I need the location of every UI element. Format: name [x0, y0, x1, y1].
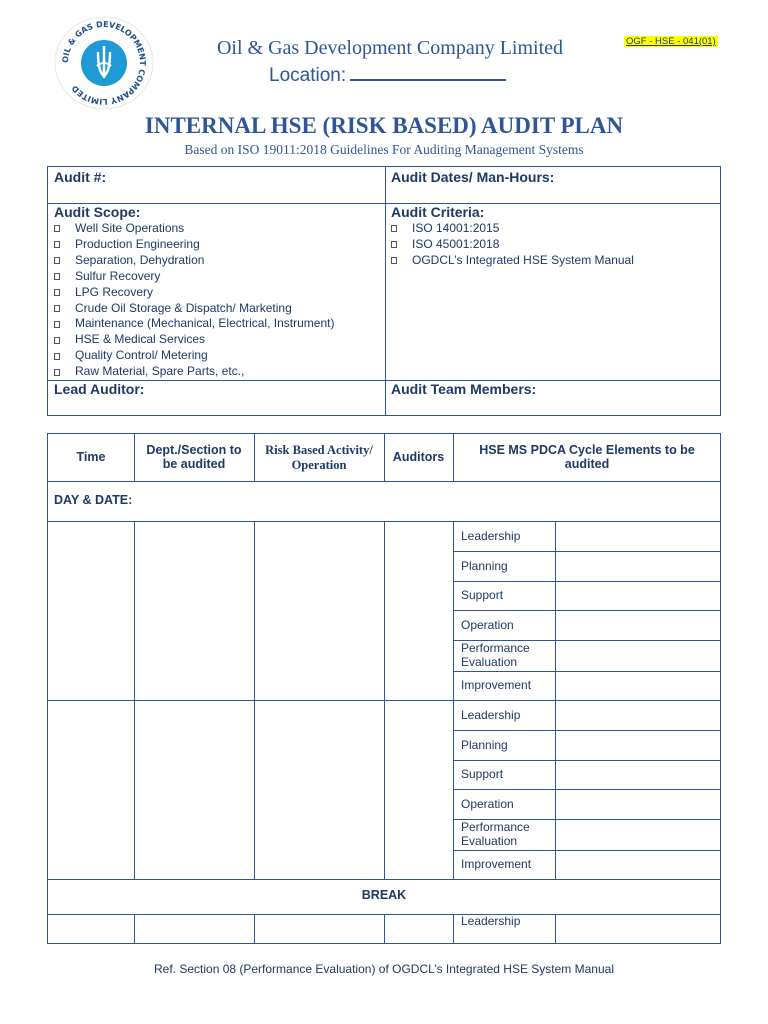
divider — [385, 167, 386, 415]
criteria-item[interactable]: ISO 45001:2018 — [391, 237, 634, 253]
footer-reference: Ref. Section 08 (Performance Evaluation) of OGDCL’s Integrated HSE System Manual — [154, 962, 614, 976]
column-header-auditors: Auditors — [392, 450, 445, 464]
divider — [134, 434, 135, 481]
divider — [555, 914, 556, 943]
scope-item[interactable]: Sulfur Recovery — [54, 269, 334, 285]
divider — [453, 434, 454, 481]
criteria-item[interactable]: ISO 14001:2015 — [391, 221, 634, 237]
pdca-element-label: Support — [461, 767, 504, 781]
checkbox-icon[interactable] — [54, 369, 60, 376]
audit-scope-label: Audit Scope: — [54, 204, 141, 220]
divider — [48, 380, 720, 381]
scope-item[interactable]: Production Engineering — [54, 237, 334, 253]
divider — [384, 914, 385, 943]
pdca-element-label: Operation — [461, 797, 514, 811]
audit-plan-table — [47, 433, 721, 944]
checkbox-icon[interactable] — [391, 225, 397, 232]
location-field[interactable] — [269, 63, 506, 87]
checkbox-icon[interactable] — [54, 273, 60, 280]
audit-scope-list — [54, 221, 334, 380]
lead-auditor-label: Lead Auditor: — [54, 381, 145, 397]
checkbox-icon[interactable] — [54, 305, 60, 312]
divider — [48, 203, 720, 204]
audit-number-label: Audit #: — [54, 169, 107, 185]
divider — [453, 610, 720, 611]
divider — [254, 914, 255, 943]
pdca-element-label: Planning — [461, 559, 508, 573]
divider — [453, 551, 720, 552]
scope-item[interactable]: HSE & Medical Services — [54, 332, 334, 348]
pdca-element-label: Planning — [461, 738, 508, 752]
company-name: Oil & Gas Development Company Limited — [216, 37, 564, 59]
pdca-element-label: Improvement — [461, 857, 532, 871]
pdca-element-label: Leadership — [461, 529, 521, 543]
pdca-element-label: Operation — [461, 618, 514, 632]
document-subtitle: Based on ISO 19011:2018 Guidelines For Auditing Management Systems — [184, 142, 584, 157]
checkbox-icon[interactable] — [54, 289, 60, 296]
divider — [453, 914, 454, 943]
divider — [134, 914, 135, 943]
document-title: INTERNAL HSE (RISK BASED) AUDIT PLAN — [144, 113, 624, 138]
divider — [453, 760, 720, 761]
location-label: Location: — [269, 65, 347, 86]
scope-item[interactable]: Raw Material, Spare Parts, etc., — [54, 364, 334, 380]
form-code-badge: OGF - HSE - 041(01) — [626, 36, 716, 47]
divider — [453, 789, 720, 790]
scope-item[interactable]: LPG Recovery — [54, 285, 334, 301]
audit-team-members-label: Audit Team Members: — [391, 381, 537, 397]
pdca-element-label: Leadership — [461, 914, 521, 928]
checkbox-icon[interactable] — [54, 321, 60, 328]
pdca-element-label: Leadership — [461, 708, 521, 722]
scope-item[interactable]: Crude Oil Storage & Dispatch/ Marketing — [54, 301, 334, 317]
pdca-element-label: Performance Evaluation — [461, 820, 530, 848]
divider — [453, 730, 720, 731]
checkbox-icon[interactable] — [54, 257, 60, 264]
criteria-item[interactable]: OGDCL’s Integrated HSE System Manual — [391, 253, 634, 269]
company-logo — [54, 16, 154, 110]
divider — [254, 434, 255, 481]
pdca-element-label: Performance Evaluation — [461, 641, 530, 669]
pdca-element-label: Support — [461, 588, 504, 602]
pdca-element-label: Improvement — [461, 678, 532, 692]
divider — [453, 581, 720, 582]
checkbox-icon[interactable] — [54, 225, 60, 232]
audit-dates-label: Audit Dates/ Man-Hours: — [391, 169, 555, 185]
divider — [48, 879, 720, 880]
checkbox-icon[interactable] — [54, 241, 60, 248]
divider — [48, 700, 720, 701]
checkbox-icon[interactable] — [391, 241, 397, 248]
column-header-time: Time — [76, 450, 106, 464]
logo-text: OIL & GAS DEVELOPMENT COMPANY LIMITED — [60, 19, 148, 107]
column-header-pdca: HSE MS PDCA Cycle Elements to be audited — [479, 443, 695, 471]
column-header-activity: Risk Based Activity/ Operation — [265, 443, 373, 472]
day-date-label: DAY & DATE: — [54, 493, 133, 507]
checkbox-icon[interactable] — [391, 257, 397, 264]
audit-info-table — [47, 166, 721, 416]
scope-item[interactable]: Quality Control/ Metering — [54, 348, 334, 364]
divider — [453, 671, 720, 672]
column-header-dept: Dept./Section to be audited — [146, 443, 242, 471]
location-blank[interactable] — [350, 63, 506, 81]
scope-item[interactable]: Maintenance (Mechanical, Electrical, Instrument) — [54, 316, 334, 332]
scope-item[interactable]: Well Site Operations — [54, 221, 334, 237]
audit-criteria-list — [391, 221, 634, 269]
divider — [453, 850, 720, 851]
divider — [48, 481, 720, 482]
audit-criteria-label: Audit Criteria: — [391, 204, 485, 220]
checkbox-icon[interactable] — [54, 337, 60, 344]
scope-item[interactable]: Separation, Dehydration — [54, 253, 334, 269]
break-row-label: BREAK — [361, 888, 407, 902]
checkbox-icon[interactable] — [54, 353, 60, 360]
